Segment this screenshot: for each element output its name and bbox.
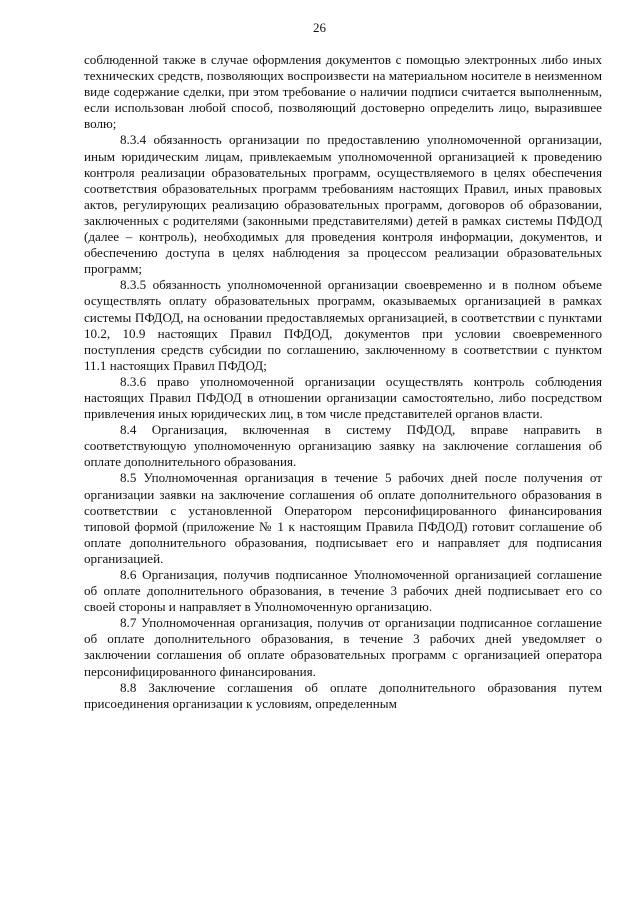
paragraph-8-4: 8.4 Организация, включенная в систему ПФДОД, вправе направить в соответствующую уполномоченную организацию заявку на заключение соглашения об оплате дополнительного образования. xyxy=(84,422,602,470)
paragraph-8-3-4: 8.3.4 обязанность организации по предоставлению уполномоченной организации, иным юридическим лицам, привлекаемым уполномоченной организацией к проведению контроля реализации образовательных программ, осуществляемого в целях обеспечения соответствия образовательных программ требованиям настоящих Правил, иных правовых актов, регулирующих реализацию образовательных программ, договоров об образовании, заключенных с родителями (законными представителями) детей в рамках системы ПФДОД (далее – контроль), необходимых для проведения контроля информации, документов, и обеспечению доступа в целях наблюдения за процессом реализации образовательных программ; xyxy=(84,132,602,277)
paragraph-8-8: 8.8 Заключение соглашения об оплате дополнительного образования путем присоединения организации к условиям, определенным xyxy=(84,679,602,711)
paragraph-8-3-5: 8.3.5 обязанность уполномоченной организации своевременно и в полном объеме осуществлять оплату образовательных программ, оказываемых организацией в рамках системы ПФДОД, на основании предоставляемых организацией, в соответствии с пунктами 10.2, 10.9 настоящих Правил ПФДОД, документов при условии своевременного поступления средств субсидии по соглашению, заключенному в соответствии с пунктом 11.1 настоящих Правил ПФДОД; xyxy=(84,277,602,373)
paragraph-8-7: 8.7 Уполномоченная организация, получив от организации подписанное соглашение об оплате дополнительного образования, в течение 3 рабочих дней уведомляет о заключении соглашения об оплате образовательных программ с организацией оператора персонифицированного финансирования. xyxy=(84,615,602,679)
page-number: 26 xyxy=(313,20,326,35)
paragraph-8-3-6: 8.3.6 право уполномоченной организации осуществлять контроль соблюдения настоящих Правил ПФДОД в отношении организации самостоятельно, либо посредством привлечения иных юридических лиц, в том числе представителей органов власти. xyxy=(84,373,602,422)
document-body xyxy=(84,52,602,712)
paragraph-8-5: 8.5 Уполномоченная организация в течение 5 рабочих дней после получения от организации заявки на заключение соглашения об оплате дополнительного образования в соответствии с установленной Оператором персонифицированного финансирования типовой формой (приложение № 1 к настоящим Правила ПФДОД) готовит соглашение об оплате дополнительного образования, подписывает его и направляет для подписания организацией. xyxy=(84,470,602,566)
paragraph-8-6: 8.6 Организация, получив подписанное Уполномоченной организацией соглашение об оплате дополнительного образования, в течение 3 рабочих дней подписывает его со своей стороны и направляет в Уполномоченную организацию. xyxy=(84,567,602,615)
paragraph-continuation: соблюденной также в случае оформления документов с помощью электронных либо иных технических средств, позволяющих воспроизвести на материальном носителе в неизменном виде содержание сделки, при этом требование о наличии подписи считается выполненным, если использован любой способ, позволяющий достоверно определить лицо, выразившее волю; xyxy=(84,52,602,132)
